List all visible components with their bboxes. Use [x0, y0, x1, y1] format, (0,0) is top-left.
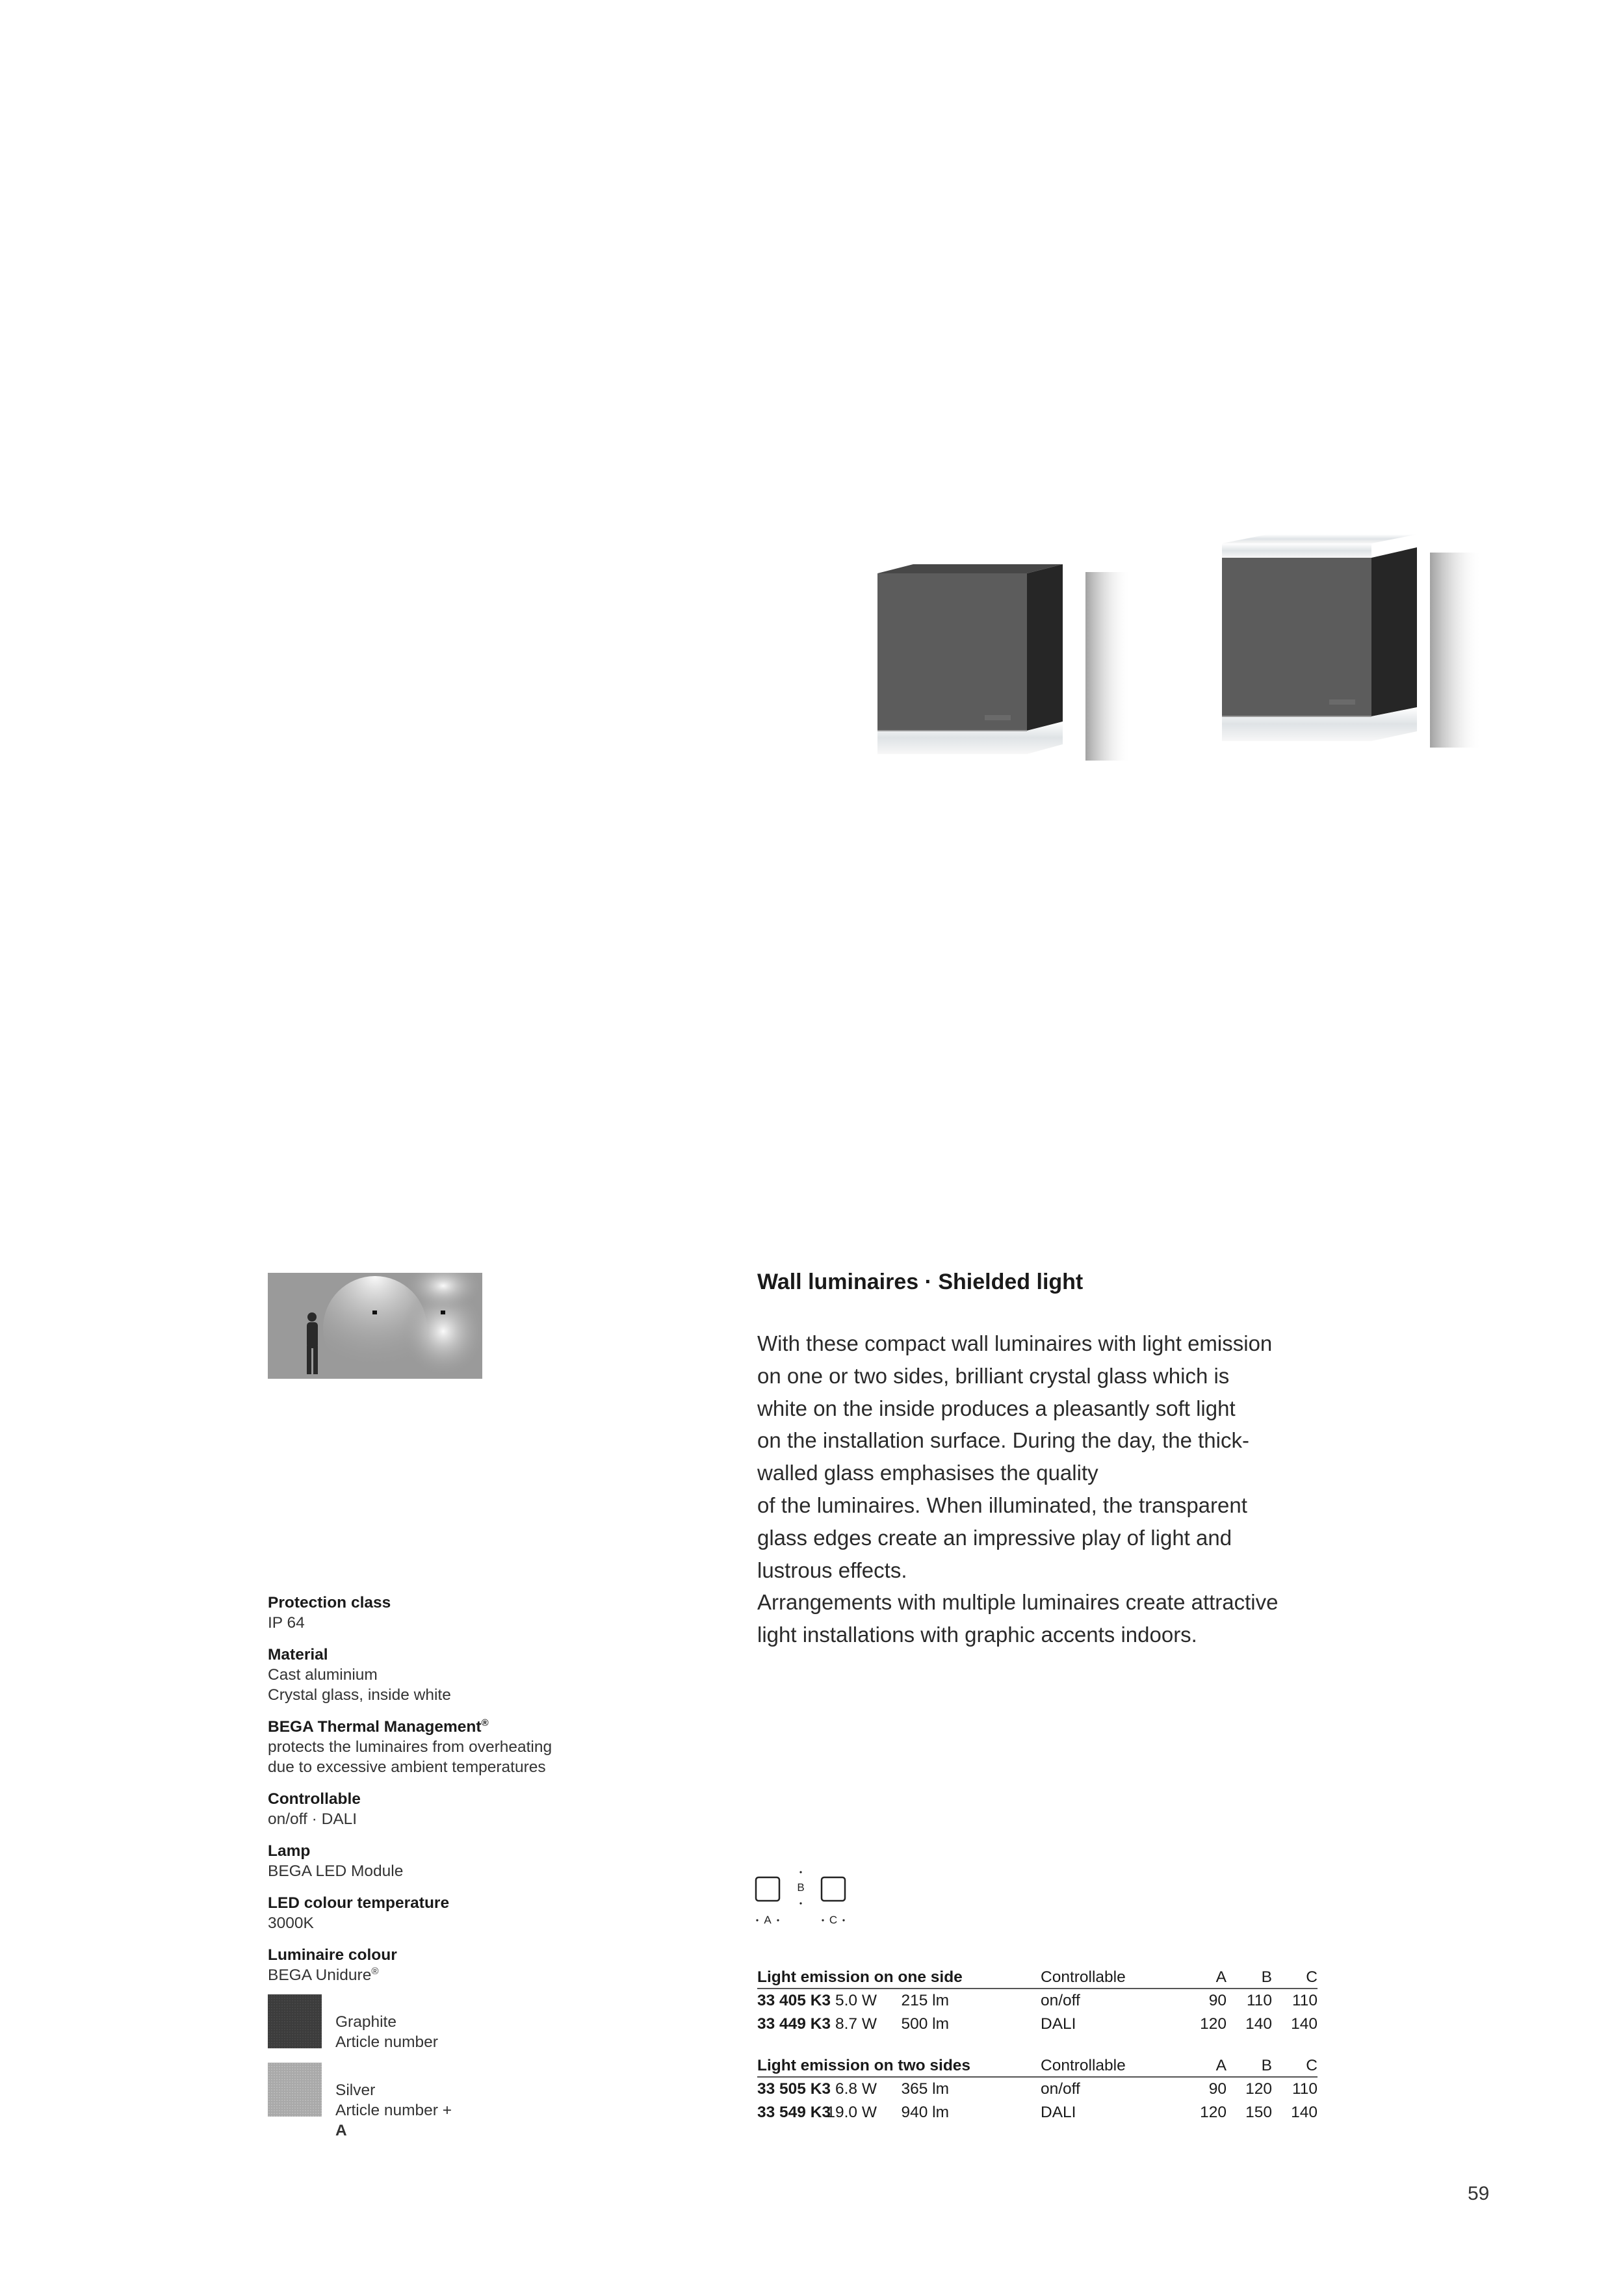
dim-a: 120: [1200, 2104, 1227, 2121]
product-image: [864, 520, 1514, 793]
spec-value: BEGA LED Module: [268, 1862, 404, 1880]
dim-b: 150: [1245, 2104, 1272, 2121]
graphite-swatch: [268, 1994, 322, 2048]
article-number: 33 505 K3: [757, 2080, 831, 2098]
col-a-header: A: [1215, 2057, 1227, 2074]
spec-label-text: BEGA Thermal Management: [268, 1718, 482, 1736]
colour-name: Graphite: [335, 2013, 396, 2031]
swatch-text: [335, 2080, 452, 2141]
lumens: 215 lm: [901, 1992, 949, 2009]
spec-protection-class: [268, 1593, 632, 1633]
dim-b: 120: [1245, 2080, 1272, 2098]
wattage: 6.8 W: [835, 2080, 877, 2098]
swatch-text: [335, 2012, 438, 2052]
dim-c: 110: [1292, 2080, 1318, 2098]
section-description: [757, 1327, 1342, 1651]
table-header: [757, 1966, 1318, 1989]
dimension-label-c: C: [829, 1914, 838, 1924]
wattage: 19.0 W: [826, 2104, 877, 2121]
dimension-label-a: A: [764, 1914, 772, 1924]
controllable-header: Controllable: [1041, 2057, 1126, 2074]
control: on/off: [1041, 2080, 1080, 2098]
wattage: 8.7 W: [835, 2015, 877, 2033]
description-line: on one or two sides, brilliant crystal glass which is: [757, 1363, 1230, 1388]
table-row: [757, 1989, 1318, 2013]
page-number: 59: [1468, 2183, 1490, 2204]
dim-c: 140: [1291, 2104, 1318, 2121]
spec-label: Material: [268, 1646, 328, 1663]
spec-label: Controllable: [268, 1790, 361, 1808]
spec-value: IP 64: [268, 1614, 305, 1632]
specifications: [268, 1593, 632, 1997]
lumens: 940 lm: [901, 2104, 949, 2121]
description-line: white on the inside produces a pleasantly soft light: [757, 1396, 1236, 1420]
spec-value: Crystal glass, inside white: [268, 1686, 451, 1704]
dim-c: 110: [1292, 1992, 1318, 2009]
spec-label: Lamp: [268, 1842, 311, 1860]
spec-luminaire-colour: [268, 1945, 632, 1985]
spec-value: on/off · DALI: [268, 1810, 357, 1828]
description-line: light installations with graphic accents indoors.: [757, 1623, 1197, 1647]
lumens: 365 lm: [901, 2080, 949, 2098]
table-heading: Light emission on two sides: [757, 2057, 971, 2074]
spec-value: [268, 1965, 632, 1985]
col-b-header: B: [1261, 1968, 1272, 1986]
spec-colour-temperature: [268, 1893, 632, 1933]
control: DALI: [1041, 2015, 1076, 2033]
description-line: on the installation surface. During the day, the thick-: [757, 1428, 1249, 1453]
spec-label: Luminaire colour: [268, 1946, 397, 1964]
silver-swatch: [268, 2063, 322, 2117]
table-heading: Light emission on one side: [757, 1968, 963, 1986]
colour-article: Article number: [335, 2033, 438, 2051]
spec-value: protects the luminaires from overheating: [268, 1738, 552, 1756]
light-distribution-illustration: [268, 1273, 482, 1379]
table-one-side: [757, 1966, 1318, 2036]
col-c-header: C: [1306, 2057, 1318, 2074]
spec-thermal-management: [268, 1717, 632, 1777]
colour-article: [335, 2100, 452, 2141]
spec-value-text: BEGA Unidure: [268, 1966, 372, 1984]
section-title: Wall luminaires · Shielded light: [757, 1270, 1084, 1294]
control: DALI: [1041, 2104, 1076, 2121]
col-b-header: B: [1261, 2057, 1272, 2074]
article-number: 33 549 K3: [757, 2104, 831, 2121]
luminaire-two-sides: [1222, 534, 1482, 748]
table-two-sides: [757, 2054, 1318, 2124]
dim-b: 140: [1245, 2015, 1272, 2033]
description-line: glass edges create an impressive play of light and: [757, 1525, 1232, 1550]
col-c-header: C: [1306, 1968, 1318, 1986]
article-number: 33 405 K3: [757, 1992, 831, 2009]
control: on/off: [1041, 1992, 1080, 2009]
spec-controllable: [268, 1789, 632, 1829]
description-line: walled glass emphasises the quality: [757, 1461, 1098, 1485]
spec-material: [268, 1645, 632, 1705]
description-line: With these compact wall luminaires with light emission: [757, 1331, 1273, 1355]
registered-mark: ®: [371, 1965, 379, 1977]
lumens: 500 lm: [901, 2015, 949, 2033]
article-number: 33 449 K3: [757, 2015, 831, 2033]
spec-value: due to excessive ambient temperatures: [268, 1758, 546, 1776]
description-line: Arrangements with multiple luminaires create attractive: [757, 1590, 1279, 1615]
colour-article-text: Article number +: [335, 2102, 452, 2119]
table-row: [757, 2013, 1318, 2036]
spec-value: 3000K: [268, 1914, 314, 1932]
dim-a: 90: [1208, 2080, 1227, 2098]
table-header: [757, 2054, 1318, 2078]
dim-c: 140: [1291, 2015, 1318, 2033]
spec-label: [268, 1717, 632, 1737]
description-line: of the luminaires. When illuminated, the transparent: [757, 1493, 1247, 1517]
spec-lamp: [268, 1841, 632, 1881]
dim-b: 110: [1246, 1992, 1272, 2009]
table-row: [757, 2101, 1318, 2124]
description-line: lustrous effects.: [757, 1558, 907, 1582]
colour-article-suffix: A: [335, 2122, 347, 2139]
dim-a: 120: [1200, 2015, 1227, 2033]
spec-label: Protection class: [268, 1594, 391, 1611]
table-row: [757, 2078, 1318, 2101]
wattage: 5.0 W: [835, 1992, 877, 2009]
col-a-header: A: [1215, 1968, 1227, 1986]
registered-mark: ®: [481, 1717, 489, 1729]
controllable-header: Controllable: [1041, 1968, 1126, 1986]
colour-name: Silver: [335, 2081, 376, 2099]
dim-a: 90: [1208, 1992, 1227, 2009]
dimension-label-b: B: [797, 1881, 805, 1894]
spec-value: Cast aluminium: [268, 1666, 378, 1684]
luminaire-one-side: [877, 564, 1131, 761]
dimension-diagram: [754, 1866, 858, 1924]
spec-label: LED colour temperature: [268, 1894, 450, 1912]
